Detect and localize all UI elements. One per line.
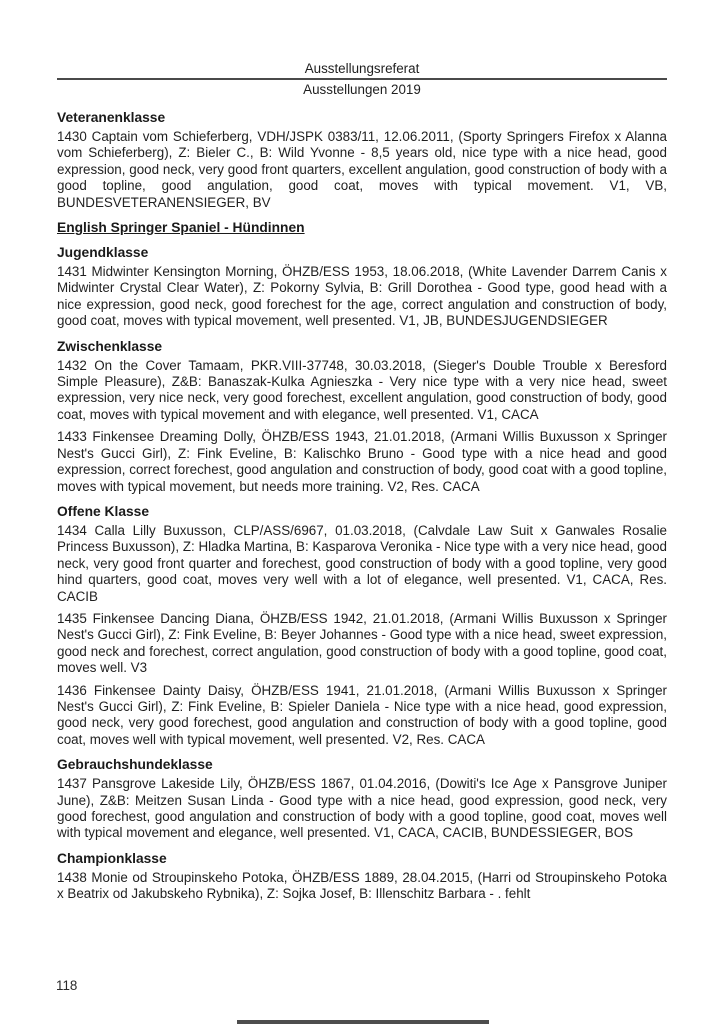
section-heading-offene-klasse [57, 503, 667, 520]
entry-1435: 1435 Finkensee Dancing Diana, ÖHZB/ESS 1942, 21.01.2018, (Armani Willis Buxusson x Springer Nest's Gucci Girl), Z: Fink Eveline, B: Beyer Johannes - Good type with a nice head, sweet expression, good neck and forechest, correct angulation, good construction of body with a good topline, good coat, moves well. V3 [57, 610, 667, 676]
header-subtitle: Ausstellungen 2019 [303, 82, 421, 97]
section-heading-label: Veteranenklasse [57, 110, 166, 125]
entry-1437: 1437 Pansgrove Lakeside Lily, ÖHZB/ESS 1867, 01.04.2016, (Dowiti's Ice Age x Pansgrove Juniper June), Z&B: Meitzen Susan Linda - Good type with a nice head, good expression, good neck, very good forechest, good angulation and construction of body with a good topline, good coat, moves well with typical movement and elegance, well presented. V1, CACA, CACIB, BUNDESSIEGER, BOS [57, 776, 667, 841]
entry-1433: 1433 Finkensee Dreaming Dolly, ÖHZB/ESS 1943, 21.01.2018, (Armani Willis Buxusson x Springer Nest's Gucci Girl), Z: Fink Eveline, B: Kalischko Bruno - Good type with a nice head and good expression, correct forechest, good angulation and construction of body, good coat with a good topline, moves with typical movement, but needs more training. V2, Res. CACA [57, 429, 667, 494]
entry-1438: 1438 Monie od Stroupinskeho Potoka, ÖHZB/ESS 1889, 28.04.2015, (Harri od Stroupinskeho Potoka x Beatrix od Jakubskeho Rybnika), Z: Sojka Josef, B: Illenschitz Barbara - . fehlt [57, 869, 667, 902]
section-heading-jugendklasse [57, 244, 667, 261]
header-title: Ausstellungsreferat [57, 60, 667, 80]
section-heading-label: Offene Klasse [57, 503, 150, 519]
section-heading-label: Championklasse [57, 850, 167, 866]
section-heading-label: Zwischenklasse [57, 338, 163, 354]
entry-1432: 1432 On the Cover Tamaam, PKR.VIII-37748, 30.03.2018, (Sieger's Double Trouble x Beresford Simple Pleasure), Z&B: Banaszak-Kulka Agnieszka - Very nice type with a very nice head, sweet expression, very nice neck, very good forechest, excellent angulation, good construction of body, good coat, moves with typical movement and with elegance, well presented. V1, CACA [57, 357, 667, 422]
section-heading-label: Gebrauchshundeklasse [57, 757, 213, 773]
section-heading-zwischenklasse [57, 338, 667, 355]
section-heading-gebrauchshundeklasse [57, 756, 667, 773]
next-page-text-cutoff [237, 1020, 489, 1024]
page-content [57, 60, 667, 909]
section-heading-championklasse [57, 850, 667, 867]
document-header [57, 60, 667, 98]
section-heading-breed [57, 219, 667, 236]
entry-1434: 1434 Calla Lilly Buxusson, CLP/ASS/6967, 01.03.2018, (Calvdale Law Suit x Ganwales Rosalie Princess Buxusson), Z: Hladka Martina, B: Kasparova Veronika - Nice type with a very nice head, good neck, very good front quarter and forechest, good construction of body with a good topline, very good hind quarters, good coat, moves very well with a lot of elegance, well presented. V1, CACA, Res. CACIB [57, 522, 667, 604]
entry-1430: 1430 Captain vom Schieferberg, VDH/JSPK 0383/11, 12.06.2011, (Sporty Springers Firefox x Alanna vom Schieferberg), Z: Bieler C., B: Wild Yvonne - 8,5 years old, nice type with a nice head, good expression, good neck, very good front quarters, excellent angulation, good construction of body with a good topline, good angulation, good coat, moves with typical movement. V1, VB, BUNDESVETERANENSIEGER, BV [57, 129, 667, 210]
section-heading-label: English Springer Spaniel - Hündinnen [57, 220, 305, 236]
section-heading-label: Jugendklasse [57, 245, 149, 261]
section-heading-veteranenklasse [57, 109, 667, 126]
entry-1431: 1431 Midwinter Kensington Morning, ÖHZB/ESS 1953, 18.06.2018, (White Lavender Darrem Canis x Midwinter Crystal Clear Water), Z: Pokorny Sylvia, B: Grill Dorothea - Good type, good head with a nice expression, good neck, good forechest for the age, correct angulation and construction of body, good coat, moves with typical movement, well presented. V1, JB, BUNDESJUGENDSIEGER [57, 264, 667, 329]
page-number: 118 [56, 978, 78, 993]
entry-1436: 1436 Finkensee Dainty Daisy, ÖHZB/ESS 1941, 21.01.2018, (Armani Willis Buxusson x Springer Nest's Gucci Girl), Z: Fink Eveline, B: Spieler Daniela - Nice type with a nice head, good expression, good neck, very good forechest, good angulation and construction of body with a good topline, good coat, moves well with typical movement, well presented. V2, Res. CACA [57, 682, 667, 747]
